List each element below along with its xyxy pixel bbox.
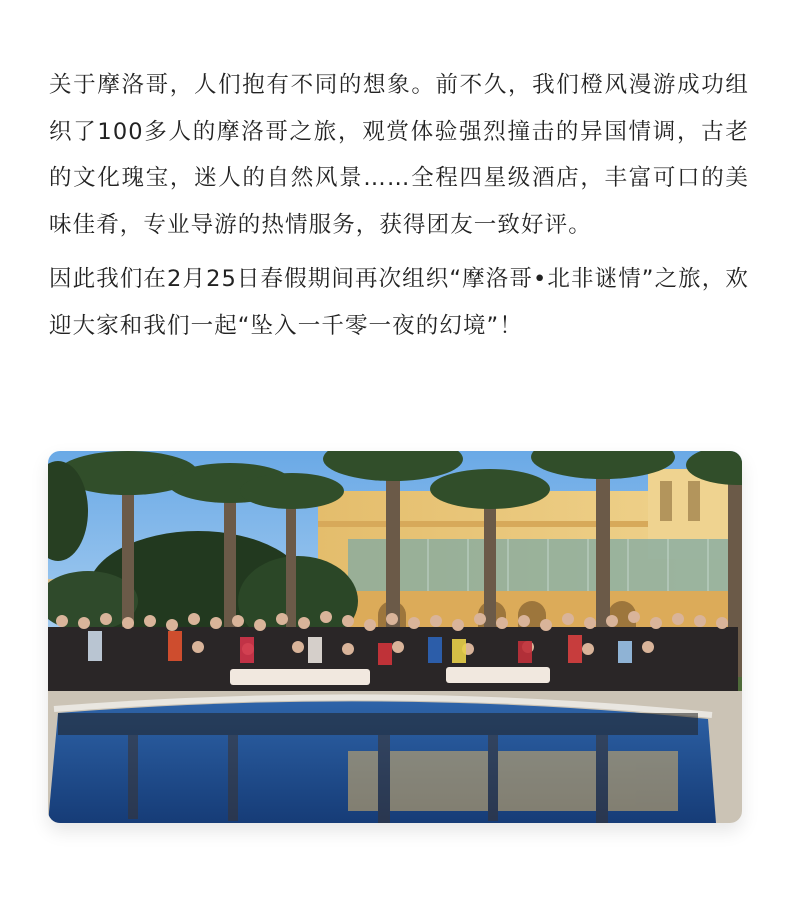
invitation-paragraph: 因此我们在2月25日春假期间再次组织“摩洛哥•北非谜情”之旅，欢迎大家和我们一起“坠入一千零一夜的幻境”！ <box>49 266 749 339</box>
glass-terrace <box>348 539 742 591</box>
banner <box>230 669 370 685</box>
group-photo-illustration <box>48 451 742 823</box>
banner <box>446 667 550 683</box>
intro-paragraph: 关于摩洛哥，人们抱有不同的想象。前不久，我们橙风漫游成功组织了100多人的摩洛哥之旅，观赏体验强烈撞击的异国情调，古老的文化瑰宝，迷人的自然风景……全程四星级酒店，丰富可口的美味佳肴，专业导游的热情服务，获得团友一致好评。 <box>49 72 749 238</box>
article-body <box>49 62 749 349</box>
group-photo <box>48 451 742 823</box>
